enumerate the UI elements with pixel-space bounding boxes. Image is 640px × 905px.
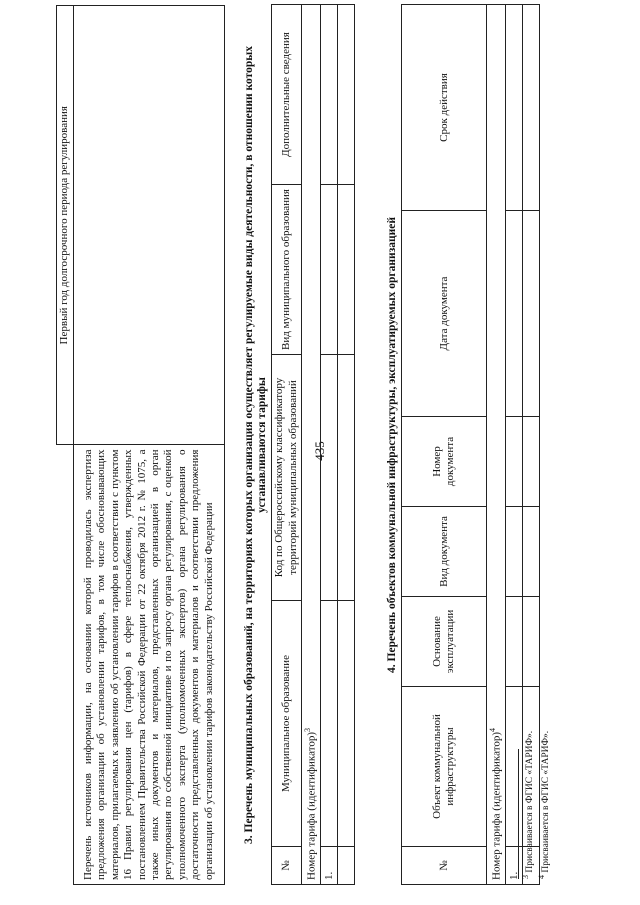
row-number: 1.: [506, 847, 523, 885]
footnotes: [518, 731, 552, 879]
row-number: 1.: [321, 847, 338, 885]
tariff-number-label: Номер тарифа (идентификатор): [305, 731, 318, 880]
col-basis-header: Основание эксплуатации: [402, 597, 487, 687]
col-doc-date-header: Дата документа: [402, 211, 487, 417]
col-doc-type-header: Вид документа: [402, 507, 487, 597]
tariff-number-label: Номер тарифа (идентификатор): [490, 731, 503, 880]
col-municipality-type-header: Вид муниципального образования: [272, 185, 302, 355]
col-doc-number-header: Номер документа: [402, 417, 487, 507]
col-validity-header: Срок действия: [402, 5, 487, 211]
col-object-header: Объект коммунальной инфраструктуры: [402, 687, 487, 847]
period-table: [56, 5, 225, 885]
section-3-title: 3. Перечень муниципальных образований, на территориях которых организация осуществляет регулируемые виды деятельности, в отношении которых устанавливаются тарифы: [243, 46, 269, 844]
footnote-mark: 3: [303, 727, 313, 732]
empty-cell: [57, 445, 74, 885]
col-additional-info-header: Дополнительные сведения: [272, 5, 302, 185]
section-4-title: 4. Перечень объектов коммунальной инфраструктуры, эксплуатируемых организацией: [386, 217, 398, 673]
tariff-number-row: [302, 5, 321, 885]
col-municipality-header: Муниципальное образование: [272, 601, 302, 847]
period-header: Первый год долгосрочного периода регулирования: [57, 6, 74, 446]
tariff-number-row: [487, 5, 506, 885]
sources-text: Перечень источников информации, на основании которой проводилась экспертиза предложения организации об установлении тарифов, в том числе обосновывающих материалов, прилагаемых к заявлению об установлении тарифов в соответствии с пунктом 16 Правил регулирования цен (тарифов) в сфере теплоснабжения, утвержденных постановлением Правительства Российской Федерации от 22 октября 2012 г. № 1075, а также иных документов и материалов, представленных организацией в орган регулирования по собственной инициативе и по запросу органа регулирования, с оценкой уполномоченного эксперта (уполномоченных экспертов) органа регулирования о достаточности представленных документов и материалов и соответствии предложения организации об установлении тарифов законодательству Российской Федерации: [74, 445, 225, 885]
rotated-page-content: [48, 5, 568, 885]
footnote-rule: [518, 749, 519, 879]
table-row: [321, 5, 338, 885]
footnote-mark: 4: [488, 727, 498, 732]
table-row: [338, 5, 355, 885]
footnote: $^4$ Присваивается в ФГИС «ТАРИФ».: [536, 730, 551, 879]
col-number-header: №: [272, 847, 302, 885]
section-3: [243, 5, 355, 885]
page-number: 435: [311, 441, 327, 461]
sources-value-cell: [74, 6, 225, 446]
footnote: $^3$ Присваивается в ФГИС «ТАРИФ».: [521, 730, 536, 879]
municipalities-table: [271, 4, 355, 885]
col-number-header: №: [402, 847, 487, 885]
col-oktmo-header: Код по Общероссийскому классификатору территорий муниципальных образований: [272, 355, 302, 601]
